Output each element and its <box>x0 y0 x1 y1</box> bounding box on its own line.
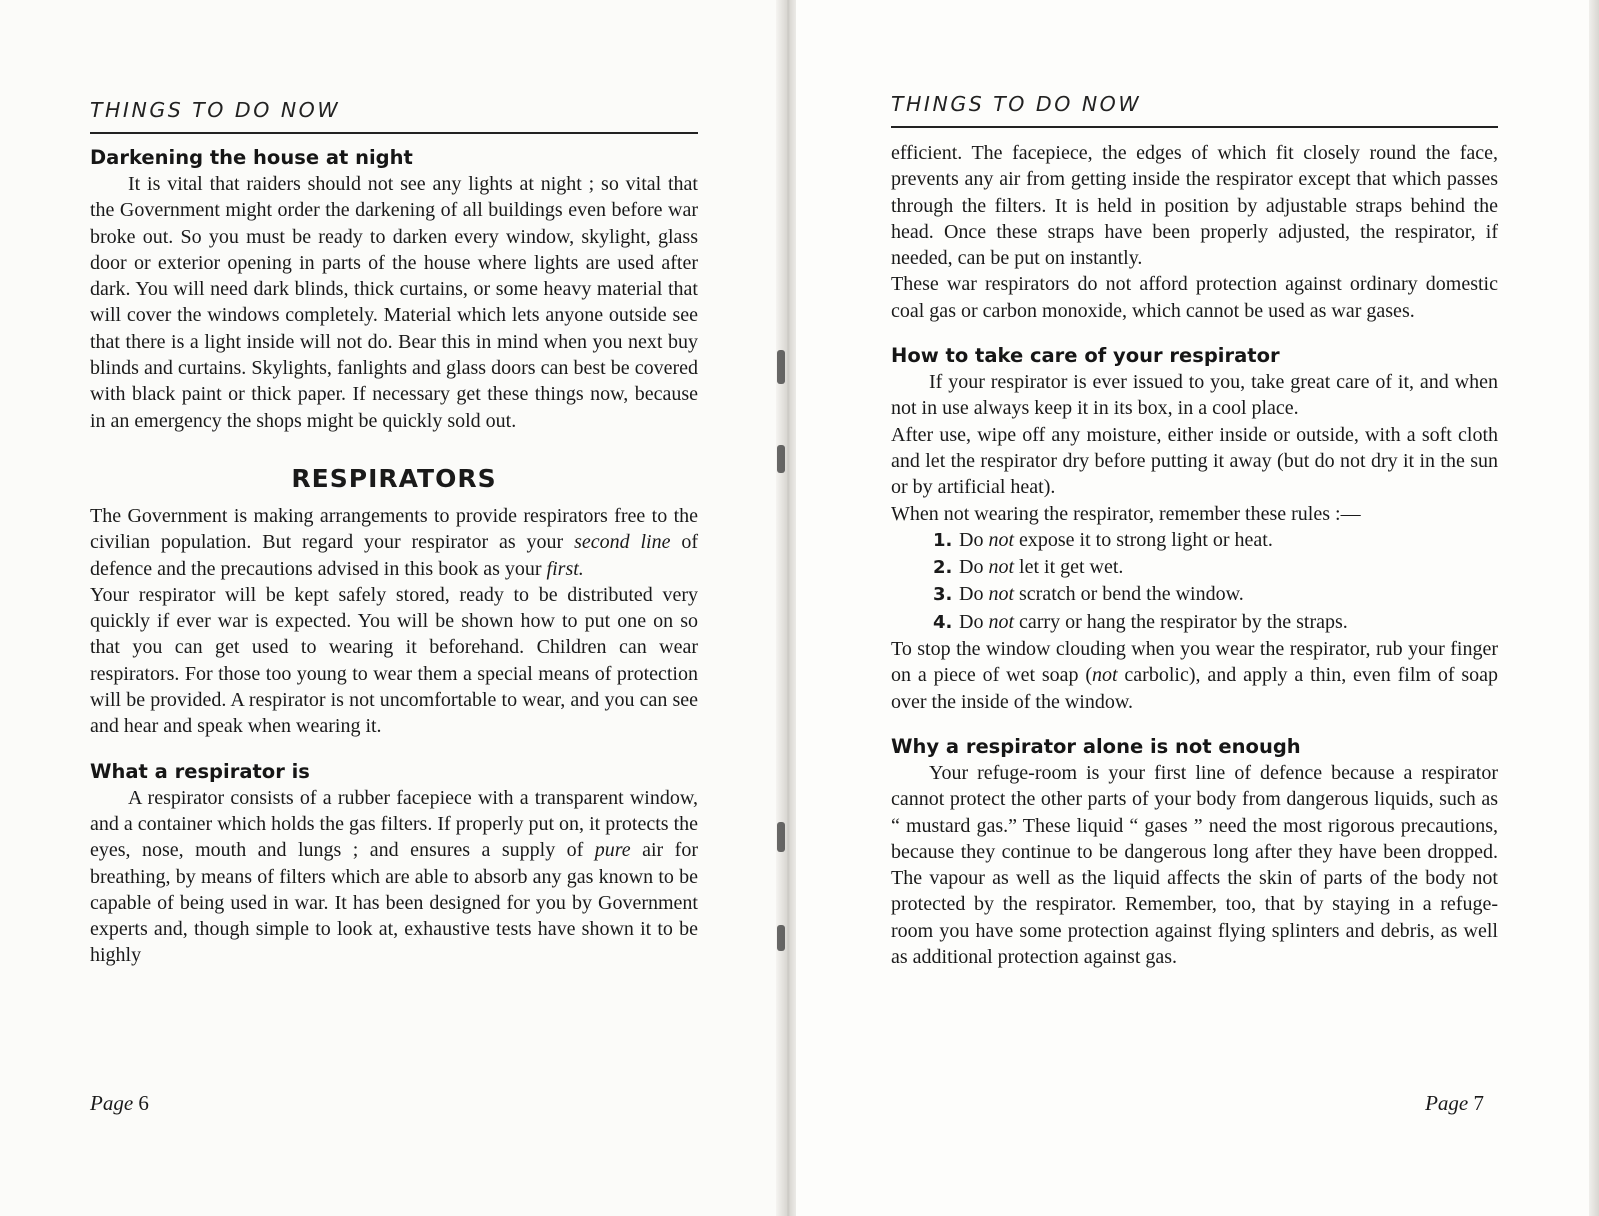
left-page-content <box>90 98 698 969</box>
staple-mark <box>777 350 785 384</box>
list-number: 4. <box>933 611 953 633</box>
chapter-heading: RESPIRATORS <box>291 463 497 493</box>
text-run: A respirator consists of a rubber facepiece with a transparent window, and a container which holds the gas filters. If properly put on, it protects the eyes, nose, mouth and lungs ; and ensures a supply of <box>90 786 698 862</box>
list-item <box>933 554 1498 581</box>
emphasis: first. <box>546 557 584 580</box>
emphasis: pure <box>594 839 631 862</box>
text-run: carbolic), and apply a thin, even film of soap over the inside of the window. <box>891 664 1498 713</box>
body-paragraph <box>891 636 1498 715</box>
text-run: let it get wet. <box>1014 556 1124 579</box>
text-run: Do <box>959 556 989 579</box>
body-paragraph: efficient. The facepiece, the edges of which fit closely round the face, prevents any air from getting inside the respirator except that which passes through the filters. It is held in position by adjustable straps behind the head. Once these straps have been properly adjusted, the respirator, if needed, can be put on instantly. <box>891 142 1498 270</box>
staple-mark <box>777 445 785 473</box>
emphasis: not <box>988 528 1015 551</box>
body-paragraph: After use, wipe off any moisture, either inside or outside, with a soft cloth and let the respirator dry before putting it away (but do not dry it in the sun or by artificial heat). <box>891 423 1498 499</box>
list-number: 2. <box>933 557 953 579</box>
text-run: air for breathing, by means of filters which are able to absorb any gas known to be capable of being used in war. It has been designed for you by Government experts and, though simple to look at, exhaustive tests have shown it to be highly <box>90 839 698 967</box>
section-heading: How to take care of your respirator <box>891 344 1280 368</box>
list-item <box>933 527 1498 554</box>
right-page-content <box>891 92 1498 970</box>
body-paragraph <box>90 503 698 582</box>
staple-mark <box>777 822 785 852</box>
body-paragraph: These war respirators do not afford protection against ordinary domestic coal gas or carbon monoxide, which cannot be used as war gases. <box>891 273 1498 322</box>
emphasis: not <box>1092 664 1118 687</box>
folio-word: Page <box>1425 1091 1469 1115</box>
section-heading: Darkening the house at night <box>90 146 413 169</box>
section-heading: Why a respirator alone is not enough <box>891 734 1301 758</box>
text-run: carry or hang the respirator by the straps. <box>1014 610 1348 633</box>
text-run: expose it to strong light or heat. <box>1014 528 1273 551</box>
staple-mark <box>777 925 785 951</box>
list-number: 1. <box>933 529 953 551</box>
body-paragraph: Your respirator will be kept safely stored, ready to be distributed very quickly if ever war is expected. You will be shown how to put one on so that you can get used to wearing it beforehand. Children can wear respirators. For those too young to wear them a special means of protection will be provided. A respirator is not uncomfortable to wear, and you can see and hear and speak when wearing it. <box>90 583 698 738</box>
list-item <box>933 581 1498 608</box>
body-paragraph: It is vital that raiders should not see any lights at night ; so vital that the Government might order the darkening of all buildings even before war broke out. So you must be ready to darken every window, skylight, glass door or exterior opening in parts of the house where lights are used after dark. You will need dark blinds, thick curtains, or some heavy material that will cover the windows completely. Material which lets anyone outside see that there is a light inside will not do. Bear this in mind when you next buy blinds and curtains. Skylights, fanlights and glass doors can best be covered with black paint or thick paper. If necessary get these things now, because in an emergency the shops might be quickly sold out. <box>90 173 698 432</box>
running-head: THINGS TO DO NOW <box>90 98 698 134</box>
emphasis: not <box>988 583 1015 606</box>
body-paragraph: Your refuge-room is your first line of defence because a respirator cannot protect the other parts of your body from dangerous liquids, such as “ mustard gas.” These liquid “ gases ” need the most rigorous precautions, because they continue to be dangerous long after they have been dropped. The vapour as well as the liquid affects the skin of parts of the body not protected by the respirator. Remember, too, that by staying in a refuge-room you have some protection against flying splinters and debris, as well as additional protection against gas. <box>891 761 1498 969</box>
list-item <box>933 609 1498 636</box>
left-page <box>0 0 790 1216</box>
emphasis: not <box>988 610 1015 633</box>
text-run: scratch or bend the window. <box>1014 583 1244 606</box>
right-page <box>796 0 1599 1216</box>
body-paragraph: If your respirator is ever issued to you, take great care of it, and when not in use always keep it in its box, in a cool place. <box>891 371 1498 420</box>
page-number <box>90 1091 149 1116</box>
body-paragraph: When not wearing the respirator, remember these rules :— <box>891 502 1361 525</box>
folio-number: 7 <box>1473 1091 1484 1115</box>
text-run: Do <box>959 528 989 551</box>
list-number: 3. <box>933 584 953 606</box>
folio-number: 6 <box>138 1091 149 1115</box>
text-run: Do <box>959 583 989 606</box>
text-run: To stop the window clouding when you wear the respirator, rub your finger on a piece of wet soap ( <box>891 638 1498 687</box>
page-number <box>1425 1091 1484 1116</box>
emphasis: not <box>988 556 1015 579</box>
folio-word: Page <box>90 1091 134 1115</box>
rules-list <box>891 527 1498 636</box>
text-run: Do <box>959 610 989 633</box>
section-heading: What a respirator is <box>90 759 310 783</box>
running-head: THINGS TO DO NOW <box>891 92 1498 128</box>
text-run: The Government is making arrangements to provide respirators free to the civilian population. But regard your respirator as your <box>90 504 698 554</box>
emphasis: second line <box>574 531 671 554</box>
body-paragraph <box>90 785 698 969</box>
text-run: of defence and the precautions advised in this book as your <box>90 531 698 580</box>
page-edge <box>1589 0 1599 1216</box>
